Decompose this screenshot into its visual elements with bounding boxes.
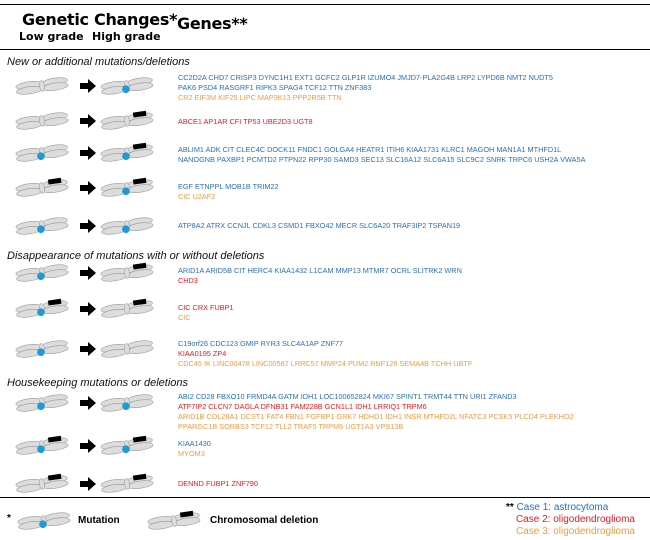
gene-line-case1: KIAA1430 [178, 439, 211, 448]
gene-line-case3: CR2 EIF3M KIF25 LIPC MAP3K13 PPP2R5B TTN [178, 93, 342, 102]
chromosome-high-grade [100, 435, 153, 456]
chromosome-high-grade [100, 262, 153, 283]
chromosome-low-grade [15, 216, 68, 236]
legend-double-star: ** [506, 502, 514, 513]
legend-case3-label: Case 3: oligodendroglioma [516, 526, 635, 537]
arrow-shape [80, 477, 96, 491]
legend-mutation-chromosome [17, 511, 70, 531]
section-title-new: New or additional mutations/deletions [7, 56, 190, 68]
genetic-changes-title: Genetic Changes* [22, 10, 178, 29]
chromosome-high-grade [100, 393, 153, 413]
chromosome-high-grade [100, 339, 153, 358]
chromosome-low-grade [15, 473, 68, 494]
gene-line-case3: PPARGC1B SORBS3 TCF12 TLL2 TRAF5 TRPM6 UGT1A3 VPS13B [178, 422, 404, 431]
low-grade-label: Low grade [19, 30, 84, 43]
legend-deletion-chromosome [147, 510, 200, 531]
chromosome-low-grade [15, 298, 68, 319]
chromosome-high-grade [100, 76, 153, 96]
arrow-shape [80, 302, 96, 316]
legend-deletion-label: Chromosomal deletion [210, 515, 319, 526]
chromosome-high-grade [100, 216, 153, 236]
gene-line-case3: MYOM3 [178, 449, 205, 458]
chromosome-high-grade [100, 473, 153, 494]
chromosome-high-grade [100, 110, 153, 131]
legend-case1 [506, 502, 646, 514]
chromosome-low-grade [15, 143, 68, 163]
legend-mutation-label: Mutation [78, 515, 120, 526]
gene-line-case1: NANOGNB PAXBP1 PCMTD2 PTPN22 RPP30 SAMD3 SEC13 SLC16A12 SLC6A15 SLC9C2 SNRK TRPC6 USH2A VWA5A [178, 155, 586, 164]
transition-arrow-icon [80, 219, 96, 233]
gene-line-case1: ABI2 CD28 FBXO10 FRMD4A GATM IDH1 LOC100652824 MKI67 SPINT1 TRMT44 TTN URI1 ZFAND3 [178, 392, 517, 401]
section-title-housekeeping: Housekeeping mutations or deletions [7, 377, 189, 389]
chromosome-low-grade [15, 263, 68, 283]
genes-title: Genes** [177, 14, 248, 33]
chromosome-low-grade [15, 339, 68, 359]
chromosome-low-grade [15, 435, 68, 456]
arrow-shape [80, 114, 96, 128]
chromosome-high-grade [100, 298, 153, 319]
legend-star: * [7, 513, 11, 524]
transition-arrow-icon [80, 302, 96, 316]
gene-line-case1: ABLIM1 ADK CIT CLEC4C DOCK11 FNDC1 GOLGA4 HEATR1 ITIH6 KIAA1731 KLRC1 MAGOH MAN1A1 MTHFD1L [178, 145, 562, 154]
footer-rule [0, 497, 650, 498]
transition-arrow-icon [80, 146, 96, 160]
gene-line-case2: CHD3 [178, 276, 198, 285]
section-title-disappearance: Disappearance of mutations with or without deletions [7, 250, 265, 262]
chromosome-high-grade [100, 177, 153, 198]
transition-arrow-icon [80, 477, 96, 491]
gene-line-case2: ATF7IP2 CLCN7 DAGLA DFNB31 FAM228B GCN1L1 IDH1 LRRIQ1 TRPM6 [178, 402, 427, 411]
chromosome-low-grade [15, 76, 68, 95]
chromosome-high-grade [100, 142, 153, 163]
transition-arrow-icon [80, 181, 96, 195]
arrow-shape [80, 266, 96, 280]
gene-line-case1: EGF ETNPPL MOB1B TRIM22 [178, 182, 279, 191]
gene-line-case3: CIC U2AF2 [178, 192, 216, 201]
gene-line-case2: ABCE1 AP1AR CFI TP53 UBE2D3 UGT8 [178, 117, 313, 126]
gene-line-case3: ARID1B COL28A1 DCST1 FAT4 FBN1 FGFBP1 GRK7 HDHD1 IDH1 INSR MTHFD2L NFATC3 PCSK5 PLCD4 PLEKHO2 [178, 412, 574, 421]
gene-line-case1: CC2D2A CHD7 CRISP3 DYNC1H1 EXT1 GCFC2 GLP1R IZUMO4 JMJD7-PLA2G4B LRP2 LYPD6B NMT2 NUDT5 [178, 73, 553, 82]
chromosome-low-grade [15, 393, 68, 413]
chromosome-low-grade [15, 177, 68, 198]
gene-line-case2: DENND FUBP1 ZNF790 [178, 479, 258, 488]
gene-line-case1: ATP8A2 ATRX CCNJL CDKL3 CSMD1 FBXO42 MECR SLC6A20 TRAF3IP2 TSPAN19 [178, 221, 461, 230]
transition-arrow-icon [80, 342, 96, 356]
legend-case2-label: Case 2: oligodendroglioma [516, 514, 635, 525]
gene-line-case3: CDC45 IK LINC00478 LINC00587 LRRC57 MMP24 PUM2 RNF128 SEMA4B TCHH UBTF [178, 359, 473, 368]
gene-line-case3: CIC [178, 313, 191, 322]
arrow-shape [80, 342, 96, 356]
legend-cases [506, 502, 646, 538]
transition-arrow-icon [80, 396, 96, 410]
arrow-shape [80, 439, 96, 453]
chromosome-low-grade [15, 111, 68, 130]
gene-line-case1: PAK6 PSD4 RASGRF1 RIPK3 SPAG4 TCF12 TTN ZNF383 [178, 83, 372, 92]
transition-arrow-icon [80, 114, 96, 128]
gene-line-case2: CIC CRX FUBP1 [178, 303, 234, 312]
transition-arrow-icon [80, 439, 96, 453]
transition-arrow-icon [80, 266, 96, 280]
arrow-shape [80, 146, 96, 160]
arrow-shape [80, 181, 96, 195]
arrow-shape [80, 79, 96, 93]
high-grade-label: High grade [92, 30, 161, 43]
transition-arrow-icon [80, 79, 96, 93]
gene-line-case1: C19orf26 CDC123 GMIP RYR3 SLC4A1AP ZNF77 [178, 339, 344, 348]
arrow-shape [80, 396, 96, 410]
gene-line-case1: ARID1A ARID5B CIT HERC4 KIAA1432 L1CAM MMP13 MTMR7 OCRL SLITRK2 WRN [178, 266, 462, 275]
legend-case1-label: Case 1: astrocytoma [516, 502, 609, 513]
arrow-shape [80, 219, 96, 233]
gene-line-case2: KIAA0195 ZP4 [178, 349, 227, 358]
